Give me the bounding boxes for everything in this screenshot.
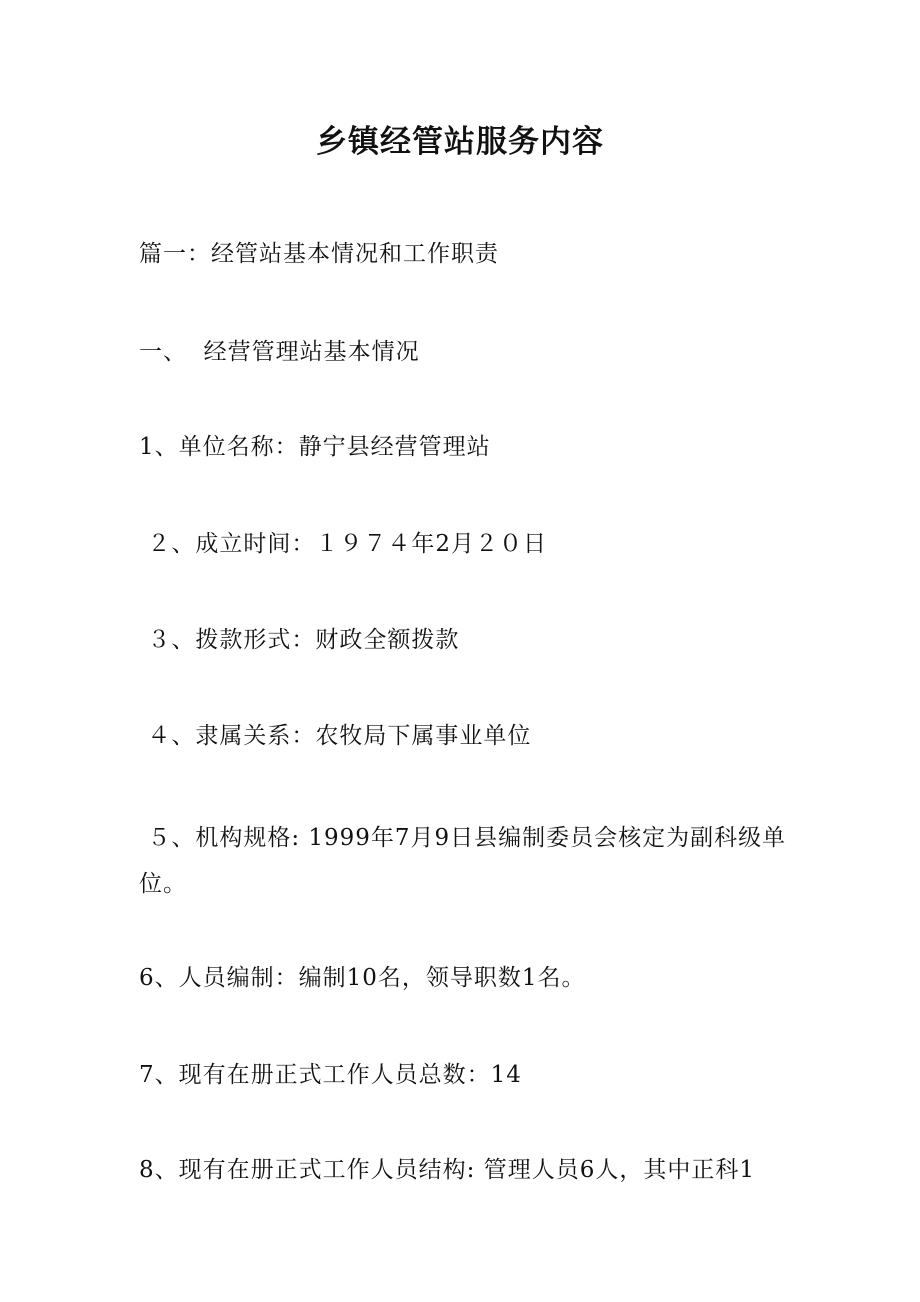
paragraph-funding-type: ３、拨款形式：财政全额拨款: [139, 627, 460, 653]
document-title: 乡镇经管站服务内容: [316, 124, 604, 160]
paragraph-affiliation: ４、隶属关系：农牧局下属事业单位: [139, 723, 532, 749]
paragraph-org-level: ５、机构规格: 1999年7月9日县编制委员会核定为副科级单位。: [139, 825, 787, 897]
paragraph-staff-total: 7、现有在册正式工作人员总数：14: [139, 1062, 522, 1088]
section-heading: 篇一：经管站基本情况和工作职责: [139, 241, 499, 267]
subsection-heading: 一、 经营管理站基本情况: [139, 339, 420, 365]
paragraph-unit-name: 1、单位名称：静宁县经营管理站: [139, 434, 491, 460]
paragraph-staffing-quota: 6、人员编制：编制10名，领导职数1名。: [139, 965, 586, 991]
paragraph-staff-structure: 8、现有在册正式工作人员结构: 管理人员6人，其中正科1: [139, 1157, 755, 1183]
paragraph-founding-date: ２、成立时间：１９７４年2月２０日: [139, 531, 547, 557]
